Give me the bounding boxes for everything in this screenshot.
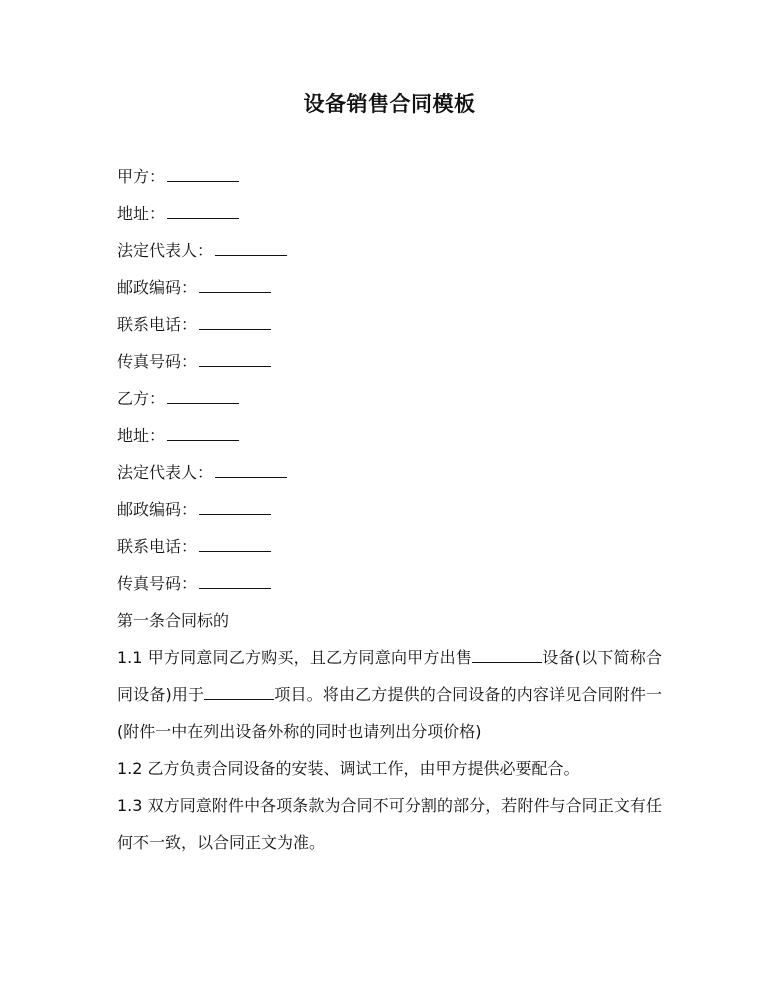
party-b-address-field xyxy=(117,417,662,454)
blank-line xyxy=(215,241,287,256)
clause-1-3: 1.3 双方同意附件中各项条款为合同不可分割的部分，若附件与合同正文有任何不一致，以合同正文为准。 xyxy=(117,796,662,852)
field-label: 传真号码： xyxy=(117,574,198,593)
party-a-legal-rep-field xyxy=(117,232,662,269)
blank-line xyxy=(167,167,239,182)
field-label: 地址： xyxy=(117,426,166,445)
field-label: 传真号码： xyxy=(117,352,198,371)
party-a-fax-field xyxy=(117,343,662,380)
party-a-address-field xyxy=(117,195,662,232)
clause-text: 1.1 甲方同意同乙方购买，且乙方同意向甲方出售 xyxy=(117,648,473,667)
blank-line xyxy=(167,426,239,441)
field-label: 邮政编码： xyxy=(117,500,198,519)
field-label: 法定代表人： xyxy=(117,241,214,260)
field-label: 地址： xyxy=(117,204,166,223)
field-label: 法定代表人： xyxy=(117,463,214,482)
blank-line xyxy=(199,278,271,293)
clause-1-2: 1.2 乙方负责合同设备的安装、调试工作，由甲方提供必要配合。 xyxy=(117,759,580,778)
blank-line xyxy=(199,352,271,367)
document-title: 设备销售合同模板 xyxy=(303,92,476,116)
clause-text: 项目。将由乙方提供的合同设备的内容详见合同附件一(附件一中在列出设备外称的同时也请列出分项价格) xyxy=(117,685,662,741)
blank-line xyxy=(199,537,271,552)
blank-line xyxy=(472,648,542,663)
blank-line xyxy=(199,574,271,589)
party-a-name-field xyxy=(117,158,662,195)
field-label: 邮政编码： xyxy=(117,278,198,297)
party-a-postcode-field xyxy=(117,269,662,306)
field-label: 联系电话： xyxy=(117,315,198,334)
clause-text: 设备(以下简称合同设备)用于 xyxy=(117,648,662,704)
field-label: 甲方： xyxy=(117,167,166,186)
blank-line xyxy=(167,204,239,219)
field-label: 联系电话： xyxy=(117,537,198,556)
contract-body xyxy=(117,158,662,861)
party-b-name-field xyxy=(117,380,662,417)
field-label: 乙方： xyxy=(117,389,166,408)
blank-line xyxy=(199,500,271,515)
blank-line xyxy=(199,315,271,330)
clause-1-1 xyxy=(117,639,662,750)
article-1-heading: 第一条合同标的 xyxy=(117,611,230,630)
party-b-fax-field xyxy=(117,565,662,602)
party-a-phone-field xyxy=(117,306,662,343)
blank-line xyxy=(215,463,287,478)
blank-line xyxy=(167,389,239,404)
party-b-legal-rep-field xyxy=(117,454,662,491)
party-b-phone-field xyxy=(117,528,662,565)
blank-line xyxy=(204,685,274,700)
party-b-postcode-field xyxy=(117,491,662,528)
